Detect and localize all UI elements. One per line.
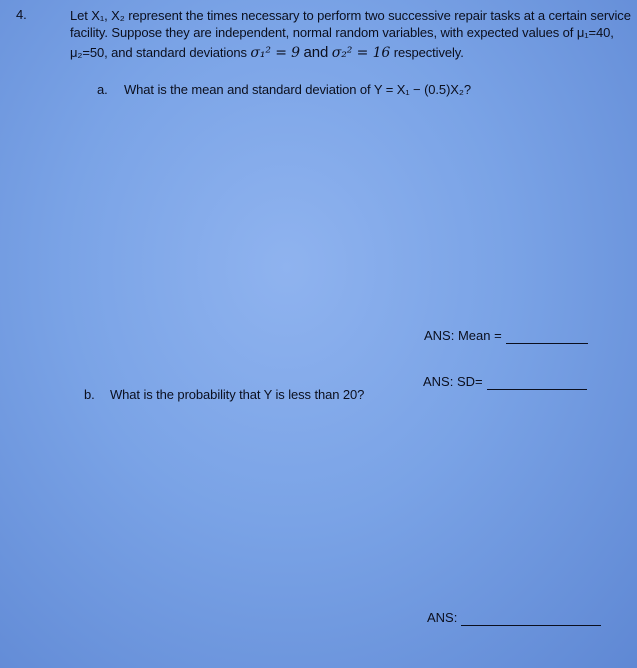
part-b-label: b.	[84, 387, 95, 402]
line-3-start: μ₂=50, and standard deviations	[70, 45, 247, 60]
answer-probability-blank[interactable]	[461, 613, 601, 626]
answer-probability-label: ANS:	[427, 610, 458, 625]
answer-sd-label: ANS: SD=	[423, 374, 483, 389]
answer-sd-blank[interactable]	[487, 377, 587, 390]
part-b-question: What is the probability that Y is less than 20?	[110, 387, 365, 402]
answer-sd	[423, 374, 587, 390]
answer-probability	[427, 610, 601, 626]
answer-mean-label: ANS: Mean =	[424, 328, 502, 343]
part-a-question: What is the mean and standard deviation of Y = X₁ − (0.5)X₂?	[124, 82, 471, 97]
problem-text-line-2: facility. Suppose they are independent, normal random variables, with expected values of μ₁=40,	[70, 25, 614, 40]
problem-text-line-3	[70, 45, 464, 61]
sigma2-squared: σ₂² = 16	[331, 45, 391, 61]
problem-text-line-1: Let X₁, X₂ represent the times necessary to perform two successive repair tasks at a certain service	[70, 8, 631, 23]
and-word: and	[303, 44, 329, 61]
answer-mean	[424, 328, 588, 344]
answer-mean-blank[interactable]	[506, 331, 588, 344]
line-3-end: respectively.	[393, 45, 464, 60]
sigma1-squared: σ₁² = 9	[250, 45, 300, 61]
part-a-label: a.	[97, 82, 108, 97]
problem-number: 4.	[16, 7, 27, 22]
